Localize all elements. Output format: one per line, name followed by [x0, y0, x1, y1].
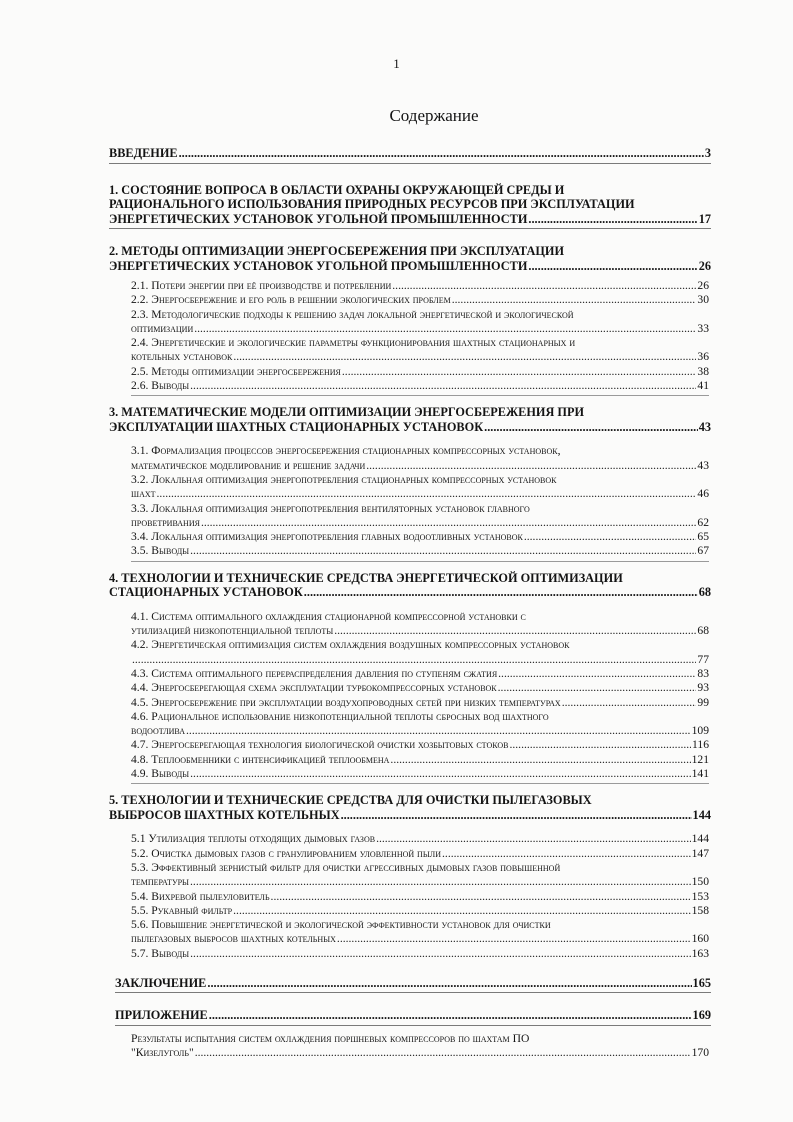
- toc-entry-5-5[interactable]: 5.5. Рукавный фильтр ..... 158: [109, 904, 711, 918]
- toc-entry-conclusion[interactable]: ЗАКЛЮЧЕНИЕ ..... 165: [109, 976, 711, 994]
- toc-entry-appendix[interactable]: ПРИЛОЖЕНИЕ ..... 169: [109, 1008, 711, 1026]
- toc-entry-chapter-5[interactable]: 5. ТЕХНОЛОГИИ И ТЕХНИЧЕСКИЕ СРЕДСТВА ДЛЯ ОЧИСТКИ ПЫЛЕГАЗОВЫХ ВЫБРОСОВ ШАХТНЫХ КОТЕЛЬНЫХ ..... 144: [109, 793, 711, 822]
- toc-entry-4-9[interactable]: 4.9. Выводы ..... 141: [109, 767, 711, 784]
- toc-entry-4-1[interactable]: 4.1. Система оптимального охлаждения стационарной компрессорной установки с утилизацией низкопотенциальной теплоты ..... 68: [109, 610, 711, 639]
- toc-entry-5-3[interactable]: 5.3. Эффективный зернистый фильтр для очистки агрессивных дымовых газов повышенной температуры ..... 150: [109, 861, 711, 890]
- toc-entry-4-8[interactable]: 4.8. Теплообменники с интенсификацией теплообмена ..... 121: [109, 753, 711, 767]
- toc-entry-2-2[interactable]: 2.2. Энергосбережение и его роль в решении экологических проблем ..... 30: [109, 293, 711, 307]
- page-number: 1: [393, 56, 400, 71]
- toc-entry-chapter-2[interactable]: 2. МЕТОДЫ ОПТИМИЗАЦИИ ЭНЕРГОСБЕРЕЖЕНИЯ ПРИ ЭКСПЛУАТАЦИИ ЭНЕРГЕТИЧЕСКИХ УСТАНОВОК УГОЛЬНОЙ ПРОМЫШЛЕННОСТИ ..... 26: [109, 244, 711, 273]
- table-of-contents: [109, 146, 711, 1061]
- toc-entry-5-2[interactable]: 5.2. Очистка дымовых газов с гранулированием уловленной пыли ..... 147: [109, 847, 711, 861]
- toc-entry-2-4[interactable]: 2.4. Энергетические и экологические параметры функционирования шахтных стационарных и котельных установок ..... 36: [109, 336, 711, 365]
- toc-entry-2-5[interactable]: 2.5. Методы оптимизации энергосбережения ..... 38: [109, 365, 711, 379]
- toc-entry-5-1[interactable]: 5.1 Утилизация теплоты отходящих дымовых газов ..... 144: [109, 832, 711, 846]
- toc-entry-4-6[interactable]: 4.6. Рациональное использование низкопотенциальной теплоты сбросных вод шахтного водоотлива ..... 109: [109, 710, 711, 739]
- page-title: Содержание: [389, 106, 479, 125]
- toc-entry-4-5[interactable]: 4.5. Энергосбережение при эксплуатации воздухопроводных сетей при низких температурах ..... 99: [109, 696, 711, 710]
- toc-entry-4-2[interactable]: 4.2. Энергетическая оптимизация систем охлаждения воздушных компрессорных установок ..... 77: [109, 638, 711, 667]
- toc-entry-chapter-1[interactable]: 1. СОСТОЯНИЕ ВОПРОСА В ОБЛАСТИ ОХРАНЫ ОКРУЖАЮЩЕЙ СРЕДЫ И РАЦИОНАЛЬНОГО ИСПОЛЬЗОВАНИЯ ПРИРОДНЫХ РЕСУРСОВ ПРИ ЭКСПЛУАТАЦИИ ЭНЕРГЕТИЧЕСКИХ УСТАНОВОК УГОЛЬНОЙ ПРОМЫШЛЕННОСТИ ..... 17: [109, 183, 711, 230]
- toc-entry-2-3[interactable]: 2.3. Методологические подходы к решению задач локальной энергетической и экологической оптимизации ..... 33: [109, 308, 711, 337]
- toc-entry-3-2[interactable]: 3.2. Локальная оптимизация энергопотребления стационарных компрессорных установок шахт ..... 46: [109, 473, 711, 502]
- toc-entry-2-6[interactable]: 2.6. Выводы ..... 41: [109, 379, 711, 396]
- toc-entry-chapter-3[interactable]: 3. МАТЕМАТИЧЕСКИЕ МОДЕЛИ ОПТИМИЗАЦИИ ЭНЕРГОСБЕРЕЖЕНИЯ ПРИ ЭКСПЛУАТАЦИИ ШАХТНЫХ СТАЦИОНАРНЫХ УСТАНОВОК ..... 43: [109, 405, 711, 434]
- toc-entry-4-4[interactable]: 4.4. Энергосберегающая схема эксплуатации турбокомпрессорных установок ..... 93: [109, 681, 711, 695]
- toc-entry-3-4[interactable]: 3.4. Локальная оптимизация энергопотребления главных водоотливных установок ..... 65: [109, 530, 711, 544]
- toc-entry-3-5[interactable]: 3.5. Выводы ..... 67: [109, 544, 711, 561]
- toc-entry-3-3[interactable]: 3.3. Локальная оптимизация энергопотребления вентиляторных установок главного проветривания ..... 62: [109, 502, 711, 531]
- toc-entry-5-4[interactable]: 5.4. Вихревой пылеуловитель ..... 153: [109, 890, 711, 904]
- toc-entry-2-1[interactable]: 2.1. Потери энергии при её производстве и потреблении ..... 26: [109, 279, 711, 293]
- toc-entry-introduction[interactable]: ВВЕДЕНИЕ ..... 3: [109, 146, 711, 164]
- toc-entry-appendix-1[interactable]: Результаты испытания систем охлаждения поршневых компрессоров по шахтам ПО "Кизелуголь" ..... 170: [109, 1032, 711, 1061]
- toc-entry-chapter-4[interactable]: 4. ТЕХНОЛОГИИ И ТЕХНИЧЕСКИЕ СРЕДСТВА ЭНЕРГЕТИЧЕСКОЙ ОПТИМИЗАЦИИ СТАЦИОНАРНЫХ УСТАНОВОК ..... 68: [109, 571, 711, 600]
- toc-entry-3-1[interactable]: 3.1. Формализация процессов энергосбережения стационарных компрессорных установок, математическое моделирование и решение задачи ..... 43: [109, 444, 711, 473]
- toc-entry-4-7[interactable]: 4.7. Энергосберегающая технология биологической очистки хозбытовых стоков ..... 116: [109, 738, 711, 752]
- toc-entry-5-6[interactable]: 5.6. Повышение энергетической и экологической эффективности установок для очистки пылегазовых выбросов шахтных котельных ..... 160: [109, 918, 711, 947]
- toc-entry-4-3[interactable]: 4.3. Система оптимального перераспределения давления по ступеням сжатия ..... 83: [109, 667, 711, 681]
- toc-entry-5-7[interactable]: 5.7. Выводы ..... 163: [109, 947, 711, 961]
